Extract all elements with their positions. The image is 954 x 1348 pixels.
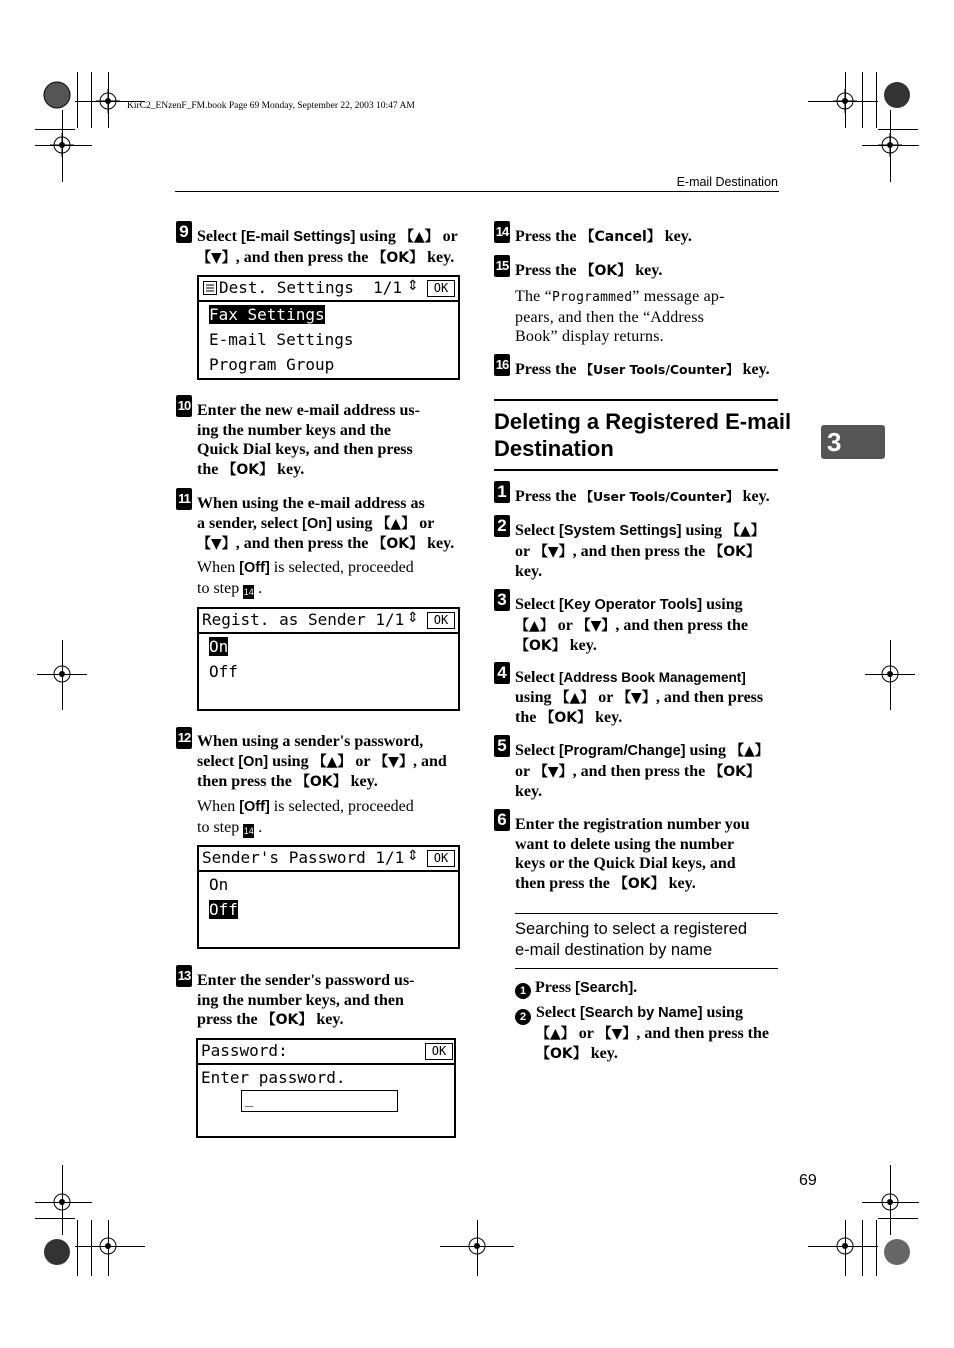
section-bottom-rule (494, 469, 778, 471)
note-step-2: Select [Search by Name] using 【▲】 or 【▼】, and then press the 【OK】 key. (536, 1004, 769, 1062)
step-12-text: When using a sender's password, select [On] using 【▲】 or 【▼】, and then press the 【OK】 key. (197, 733, 447, 790)
step-circle-icon: 2 (515, 1009, 531, 1025)
lcd-item-selected: On (209, 637, 229, 656)
delete-step-4-text: Select [Address Book Management] using 【▲】 or 【▼】, and then press the 【OK】 key. (515, 669, 764, 726)
step-12-note: When [Off] is selected, proceeded to step 14 . (197, 798, 414, 836)
crosshair-icon (878, 662, 902, 686)
step-number: 10 (176, 395, 192, 417)
step-number: 6 (494, 809, 510, 831)
crosshair-icon (40, 73, 74, 117)
step-number: 9 (176, 221, 192, 243)
scroll-arrows-icon: ⇕ (407, 610, 419, 626)
step-10-text: Enter the new e-mail address us- ing the number keys and the Quick Dial keys, and then press the 【OK】 key. (197, 402, 420, 478)
lcd-item: On (209, 875, 229, 894)
crosshair-icon (465, 1234, 489, 1258)
step-number: 11 (176, 488, 192, 510)
lcd-item-selected: Fax Settings (209, 305, 325, 324)
step-ref-icon: 14 (243, 586, 254, 597)
delete-step-5-text: Select [Program/Change] using 【▲】 or 【▼】, and then press the 【OK】 key. (515, 742, 769, 800)
step-number: 2 (494, 515, 510, 537)
lcd-ok-icon: OK (427, 612, 455, 629)
page-number: 69 (799, 1172, 817, 1189)
lcd-ok-icon: OK (427, 850, 455, 867)
step-number: 12 (176, 727, 192, 749)
lcd-prompt: Enter password. (201, 1068, 346, 1087)
lcd-sender-password (197, 845, 460, 949)
step-number: 5 (494, 735, 510, 757)
scroll-arrows-icon: ⇕ (407, 848, 419, 864)
crosshair-icon (50, 133, 74, 157)
list-icon (203, 281, 217, 295)
note-step-2-bullet (515, 1005, 531, 1025)
header-divider (175, 191, 779, 192)
chapter-tab: 3 (821, 425, 885, 459)
crosshair-icon (878, 1190, 902, 1214)
lcd-item-selected: Off (209, 900, 238, 919)
password-input[interactable] (241, 1090, 398, 1112)
step-13-text: Enter the sender's password us- ing the number keys, and then press the 【OK】 key. (197, 972, 415, 1028)
note-step-1: 1 Press [Search]. (515, 978, 780, 999)
crosshair-icon (833, 89, 857, 113)
step-number: 14 (494, 221, 510, 243)
crosshair-icon (96, 1234, 120, 1258)
input-cursor: _ (245, 1091, 254, 1107)
note-bottom-rule (515, 968, 778, 969)
lcd-regist-sender (197, 607, 460, 711)
delete-step-2-text: Select [System Settings] using 【▲】 or 【▼】, and then press the 【OK】 key. (515, 522, 765, 580)
crosshair-icon (50, 1190, 74, 1214)
crosshair-icon (40, 1230, 74, 1274)
lcd-title: Dest. Settings 1/1 (219, 278, 403, 297)
lcd-item: Off (209, 662, 238, 681)
delete-step-1-text: Press the 【User Tools/Counter】 key. (515, 488, 770, 505)
lcd-ok-icon: OK (427, 280, 455, 297)
step-14-text: Press the 【Cancel】 key. (515, 228, 692, 245)
running-title: E-mail Destination (676, 175, 778, 189)
step-number: 4 (494, 662, 510, 684)
delete-step-3-text: Select [Key Operator Tools] using 【▲】 or 【▼】, and then press the 【OK】 key. (515, 596, 748, 654)
step-number: 3 (494, 589, 510, 611)
step-number: 13 (176, 965, 192, 987)
note-title: Searching to select a registered e-mail destination by name (515, 920, 748, 959)
step-circle-icon: 1 (515, 983, 531, 999)
step-15-text: Press the 【OK】 key. (515, 262, 663, 279)
lcd-item: E-mail Settings (209, 330, 354, 349)
scroll-arrows-icon: ⇕ (407, 278, 419, 294)
section-heading: Deleting a Registered E-mail Destination (494, 409, 792, 461)
delete-step-6-text: Enter the registration number you want to delete using the number keys or the Quick Dial keys, and then press the 【OK】 key. (515, 816, 750, 892)
lcd-dest-settings (197, 275, 460, 380)
crosshair-icon (880, 73, 914, 117)
file-info: KirC2_ENzenF_FM.book Page 69 Monday, September 22, 2003 10:47 AM (127, 101, 415, 111)
step-number: 16 (494, 354, 510, 376)
step-11-note: When [Off] is selected, proceeded to step 14 . (197, 559, 414, 597)
lcd-item: Program Group (209, 355, 335, 374)
step-16-text: Press the 【User Tools/Counter】 key. (515, 361, 770, 378)
lcd-title: Sender's Password 1/1 (202, 848, 405, 867)
crosshair-icon (50, 662, 74, 686)
step-15-note: The “Programmed” message ap- pears, and then the “Address Book” display returns. (515, 288, 725, 345)
section-top-rule (494, 399, 778, 401)
step-11-text: When using the e-mail address as a sender, select [On] using 【▲】 or 【▼】, and then press the 【OK】 key. (197, 495, 455, 552)
crosshair-icon (96, 89, 120, 113)
step-number: 15 (494, 255, 510, 277)
step-number: 1 (494, 481, 510, 503)
crosshair-icon (833, 1234, 857, 1258)
crosshair-icon (878, 133, 902, 157)
lcd-password (196, 1038, 456, 1138)
step-ref-icon: 14 (243, 825, 254, 836)
note-top-rule (515, 913, 778, 914)
lcd-title: Password: (201, 1041, 288, 1060)
crosshair-icon (880, 1230, 914, 1274)
lcd-ok-icon: OK (425, 1043, 453, 1060)
lcd-title: Regist. as Sender 1/1 (202, 610, 405, 629)
step-9-text: Select [E-mail Settings] using 【▲】 or 【▼】, and then press the 【OK】 key. (197, 228, 458, 266)
